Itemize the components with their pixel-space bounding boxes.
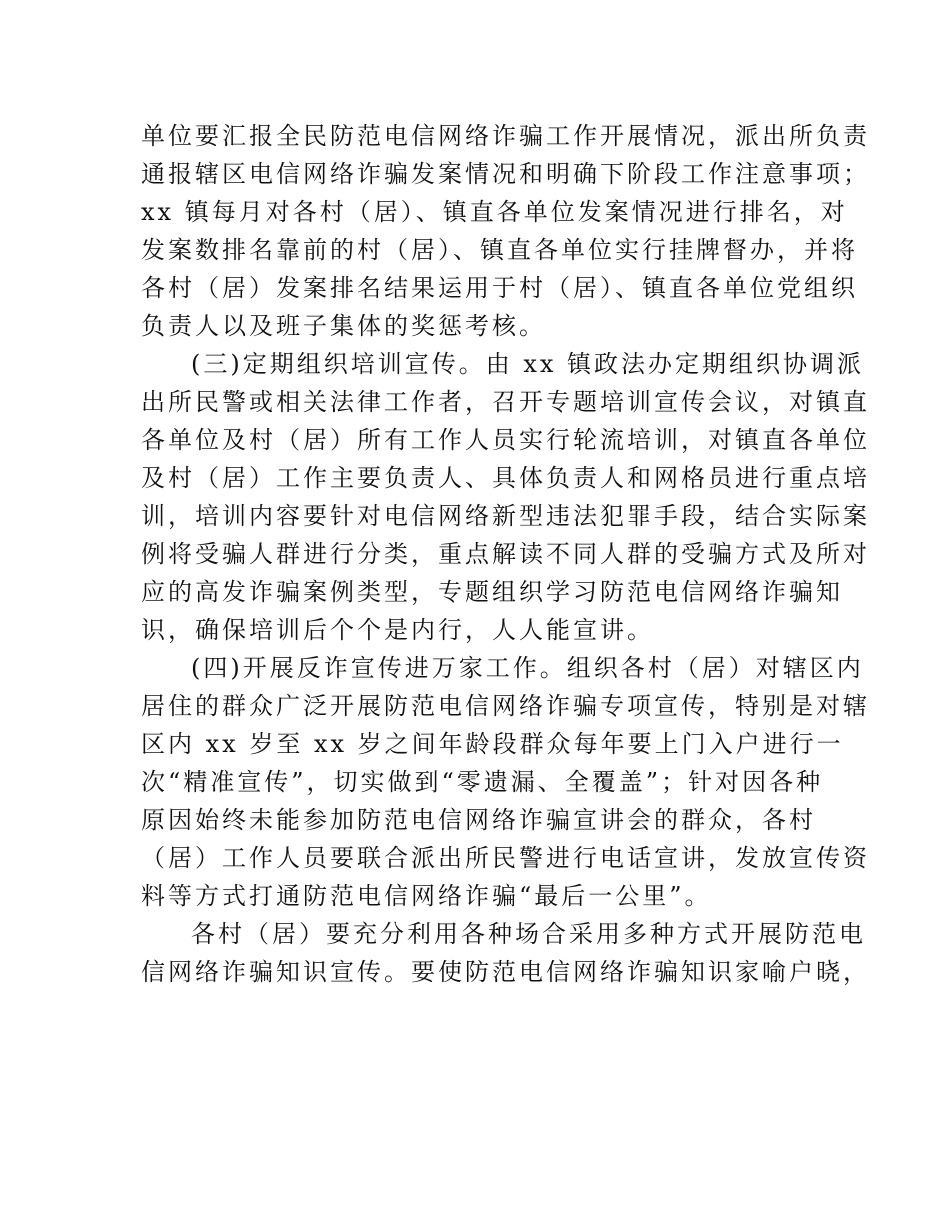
text-line: 各村（居）发案排名结果运用于村（居）、镇直各单位党组织 — [141, 274, 858, 302]
text-line: 及村（居）工作主要负责人、具体负责人和网格员进行重点培 — [141, 464, 870, 492]
text-line: 区内 xx 岁至 xx 岁之间年龄段群众每年要上门入户进行一 — [141, 730, 844, 758]
text-line: 居住的群众广泛开展防范电信网络诈骗专项宣传，特别是对辖 — [141, 692, 870, 720]
text-line: 信网络诈骗知识宣传。要使防范电信网络诈骗知识家喻户晓， — [141, 958, 870, 986]
text-line: 单位要汇报全民防范电信网络诈骗工作开展情况，派出所负责 — [141, 122, 870, 150]
text-line: 识，确保培训后个个是内行，人人能宣讲。 — [141, 616, 654, 644]
text-line: xx 镇每月对各村（居）、镇直各单位发案情况进行排名，对 — [141, 198, 848, 226]
text-line: 应的高发诈骗案例类型，专题组织学习防范电信网络诈骗知 — [141, 578, 843, 606]
text-line: 训，培训内容要针对电信网络新型违法犯罪手段，结合实际案 — [141, 502, 870, 530]
text-line: 原因始终未能参加防范电信网络诈骗宣讲会的群众，各村 — [141, 806, 816, 834]
paragraph-start-line: 各村（居）要充分利用各种场合采用多种方式开展防范电 — [191, 920, 866, 948]
section-heading-line: (四)开展反诈宣传进万家工作。组织各村（居）对辖区内 — [191, 654, 864, 682]
text-line: 通报辖区电信网络诈骗发案情况和明确下阶段工作注意事项； — [141, 160, 870, 188]
text-line: （居）工作人员要联合派出所民警进行电话宣讲，发放宣传资 — [141, 844, 870, 872]
text-line: 次“精准宣传”，切实做到“零遗漏、全覆盖”；针对因各种 — [141, 768, 824, 796]
text-line: 负责人以及班子集体的奖惩考核。 — [141, 312, 546, 340]
text-line: 料等方式打通防范电信网络诈骗“最后一公里”。 — [141, 882, 712, 910]
section-heading-line: (三)定期组织培训宣传。由 xx 镇政法办定期组织协调派 — [191, 350, 865, 378]
text-line: 例将受骗人群进行分类，重点解读不同人群的受骗方式及所对 — [141, 540, 870, 568]
text-line: 发案数排名靠前的村（居）、镇直各单位实行挂牌督办，并将 — [141, 236, 858, 264]
text-line: 各单位及村（居）所有工作人员实行轮流培训，对镇直各单位 — [141, 426, 870, 454]
text-line: 出所民警或相关法律工作者，召开专题培训宣传会议，对镇直 — [141, 388, 870, 416]
